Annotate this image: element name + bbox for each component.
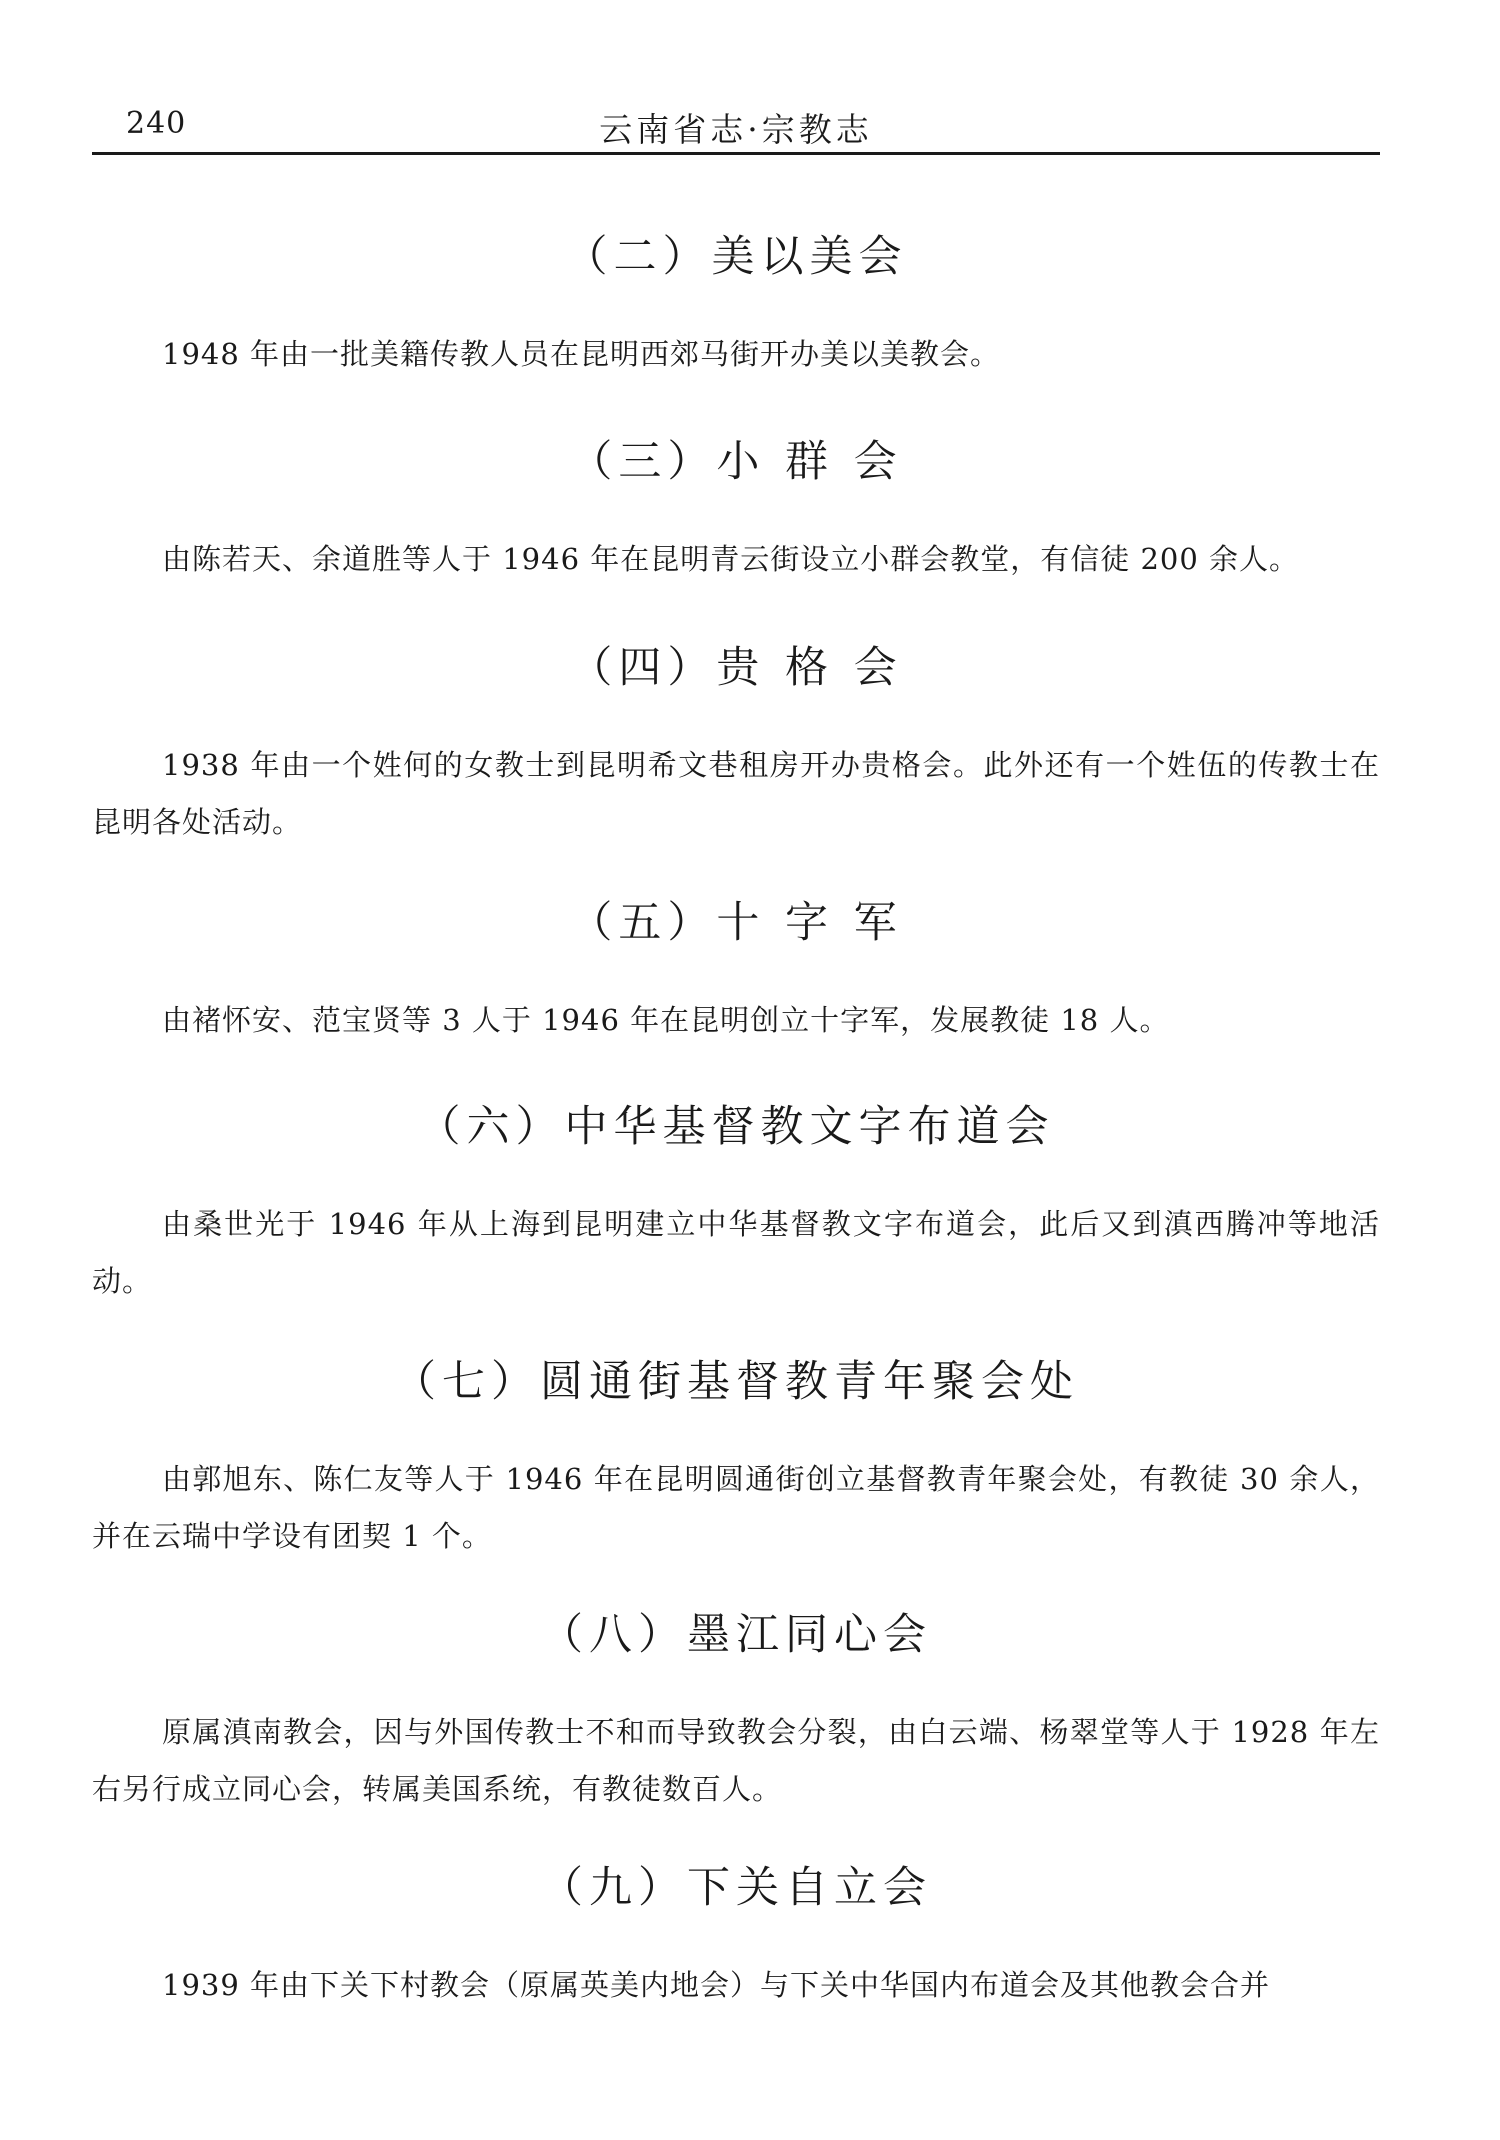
section-heading: （四）贵 格 会: [569, 643, 903, 693]
section-body: 1939 年由下关下村教会（原属英美内地会）与下关中华国内布道会及其他教会合并: [162, 1967, 1271, 2002]
section-body: 由陈若天、余道胜等人于 1946 年在昆明青云街设立小群会教堂，有信徒 200 余人。: [162, 541, 1300, 576]
section-liu: [92, 1102, 1380, 1310]
section-heading: （二）美以美会: [564, 232, 908, 282]
section-body: 由郭旭东、陈仁友等人于 1946 年在昆明圆通街创立基督教青年聚会处，有教徒 30 余人，并在云瑞中学设有团契 1 个。: [92, 1461, 1380, 1553]
section-heading: （三）小 群 会: [569, 437, 903, 487]
section-heading: （九）下关自立会: [540, 1863, 932, 1913]
page-number: 240: [126, 106, 187, 141]
section-ba: [92, 1610, 1380, 1818]
section-heading: （六）中华基督教文字布道会: [417, 1102, 1055, 1152]
section-body: 1948 年由一批美籍传教人员在昆明西郊马街开办美以美教会。: [162, 336, 1001, 371]
section-body: 由桑世光于 1946 年从上海到昆明建立中华基督教文字布道会，此后又到滇西腾冲等地活动。: [92, 1206, 1380, 1298]
section-wu: [92, 898, 1380, 1049]
section-body: 1938 年由一个姓何的女教士到昆明希文巷租房开办贵格会。此外还有一个姓伍的传教士在昆明各处活动。: [92, 747, 1380, 839]
page-header: [92, 96, 1380, 156]
section-er: [92, 232, 1380, 383]
section-heading: （五）十 字 军: [569, 898, 903, 948]
section-heading: （八）墨江同心会: [540, 1610, 932, 1660]
section-si: [92, 643, 1380, 851]
running-title: 云南省志·宗教志: [599, 110, 873, 149]
section-jiu: [92, 1863, 1380, 2014]
section-qi: [92, 1357, 1380, 1565]
section-body: 由褚怀安、范宝贤等 3 人于 1946 年在昆明创立十字军，发展教徒 18 人。: [162, 1002, 1170, 1037]
section-heading: （七）圆通街基督教青年聚会处: [393, 1357, 1079, 1407]
header-rule: [92, 152, 1380, 155]
section-body: 原属滇南教会，因与外国传教士不和而导致教会分裂，由白云端、杨翠堂等人于 1928 年左右另行成立同心会，转属美国系统，有教徒数百人。: [92, 1714, 1380, 1806]
section-san: [92, 437, 1380, 588]
